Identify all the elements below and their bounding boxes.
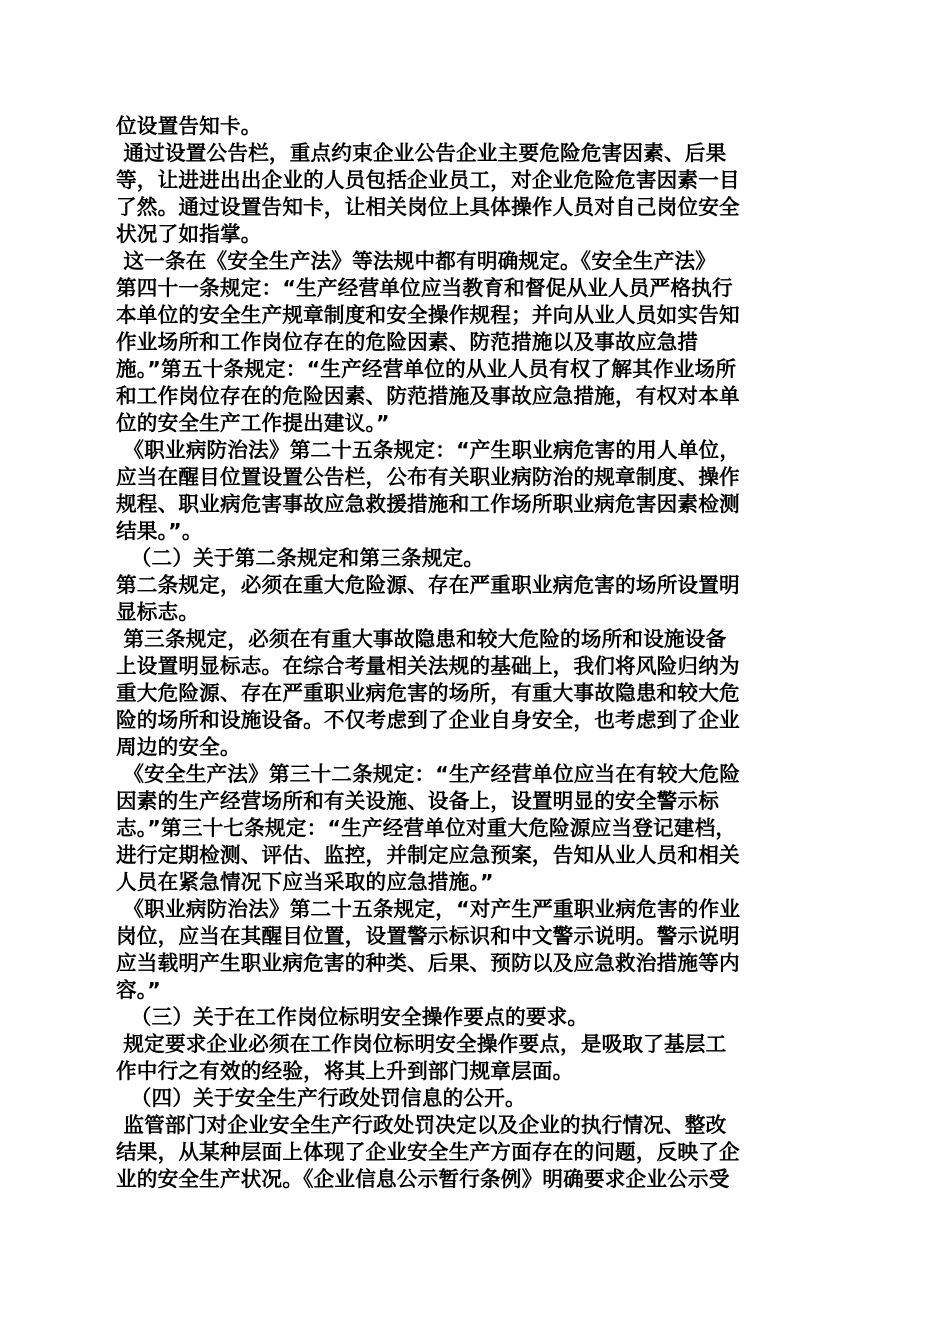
text-line: 作业场所和工作岗位存在的危险因素、防范措施以及事故应急措	[116, 330, 699, 354]
text-line: 第二条规定，必须在重大危险源、存在严重职业病危害的场所设置明	[116, 573, 740, 597]
text-line: 了然。通过设置告知卡，让相关岗位上具体操作人员对自己岗位安全	[116, 195, 740, 219]
text-line: 这一条在《安全生产法》等法规中都有明确规定。《安全生产法》	[116, 249, 717, 273]
text-line: 周边的安全。	[116, 735, 241, 759]
text-line: 状况了如指掌。	[116, 222, 262, 246]
text-line: 本单位的安全生产规章制度和安全操作规程；并向从业人员如实告知	[116, 303, 740, 327]
text-line: 险的场所和设施设备。不仅考虑到了企业自身安全，也考虑到了企业	[116, 708, 740, 732]
text-line: 结果，从某种层面上体现了企业安全生产方面存在的问题，反映了企	[116, 1140, 740, 1164]
text-line: 规定要求企业必须在工作岗位标明安全操作要点，是吸取了基层工	[116, 1032, 727, 1056]
text-line: 进行定期检测、评估、监控，并制定应急预案，告知从业人员和相关	[116, 843, 740, 867]
section-heading: （三）关于在工作岗位标明安全操作要点的要求。	[116, 1005, 589, 1029]
text-line: 重大危险源、存在严重职业病危害的场所，有重大事故隐患和较大危	[116, 681, 740, 705]
text-line: 志。”第三十七条规定：“生产经营单位对重大危险源应当登记建档，	[116, 816, 737, 840]
text-line: 监管部门对企业安全生产行政处罚决定以及企业的执行情况、整改	[116, 1113, 727, 1137]
document-body	[116, 113, 840, 1193]
section-heading: （四）关于安全生产行政处罚信息的公开。	[116, 1086, 526, 1110]
text-line: 应当载明产生职业病危害的种类、后果、预防以及应急救治措施等内	[116, 951, 740, 975]
text-line: 等，让进进出出企业的人员包括企业员工，对企业危险危害因素一目	[116, 168, 740, 192]
text-line: 施。”第五十条规定：“生产经营单位的从业人员有权了解其作业场所	[116, 357, 737, 381]
text-line: 规程、职业病危害事故应急救援措施和工作场所职业病危害因素检测	[116, 492, 740, 516]
text-line: 显标志。	[116, 600, 200, 624]
text-line: 业的安全生产状况。《企业信息公示暂行条例》明确要求企业公示受	[116, 1167, 730, 1191]
text-line: 《职业病防治法》第二十五条规定：“产生职业病危害的用人单位，	[116, 438, 741, 462]
text-line: 容。”	[116, 978, 162, 1002]
text-line: 和工作岗位存在的危险因素、防范措施及事故应急措施，有权对本单	[116, 384, 740, 408]
text-line: 结果。”。	[116, 519, 203, 543]
text-line: 位设置告知卡。	[116, 114, 262, 138]
text-line: 因素的生产经营场所和有关设施、设备上，设置明显的安全警示标	[116, 789, 720, 813]
section-heading: （二）关于第二条规定和第三条规定。	[116, 546, 485, 570]
text-line: 作中行之有效的经验，将其上升到部门规章层面。	[116, 1059, 574, 1083]
text-line: 《安全生产法》第三十二条规定：“生产经营单位应当在有较大危险	[116, 762, 741, 786]
text-line: 第三条规定，必须在有重大事故隐患和较大危险的场所和设施设备	[116, 627, 727, 651]
text-line: 第四十一条规定：“生产经营单位应当教育和督促从业人员严格执行	[116, 276, 733, 300]
text-line: 《职业病防治法》第二十五条规定，“对产生严重职业病危害的作业	[116, 897, 741, 921]
text-line: 岗位，应当在其醒目位置，设置警示标识和中文警示说明。警示说明	[116, 924, 740, 948]
text-line: 通过设置公告栏，重点约束企业公告企业主要危险危害因素、后果	[116, 141, 727, 165]
text-line: 上设置明显标志。在综合考量相关法规的基础上，我们将风险归纳为	[116, 654, 740, 678]
text-line: 应当在醒目位置设置公告栏，公布有关职业病防治的规章制度、操作	[116, 465, 740, 489]
text-line: 位的安全生产工作提出建议。”	[116, 411, 390, 435]
text-line: 人员在紧急情况下应当采取的应急措施。”	[116, 870, 494, 894]
